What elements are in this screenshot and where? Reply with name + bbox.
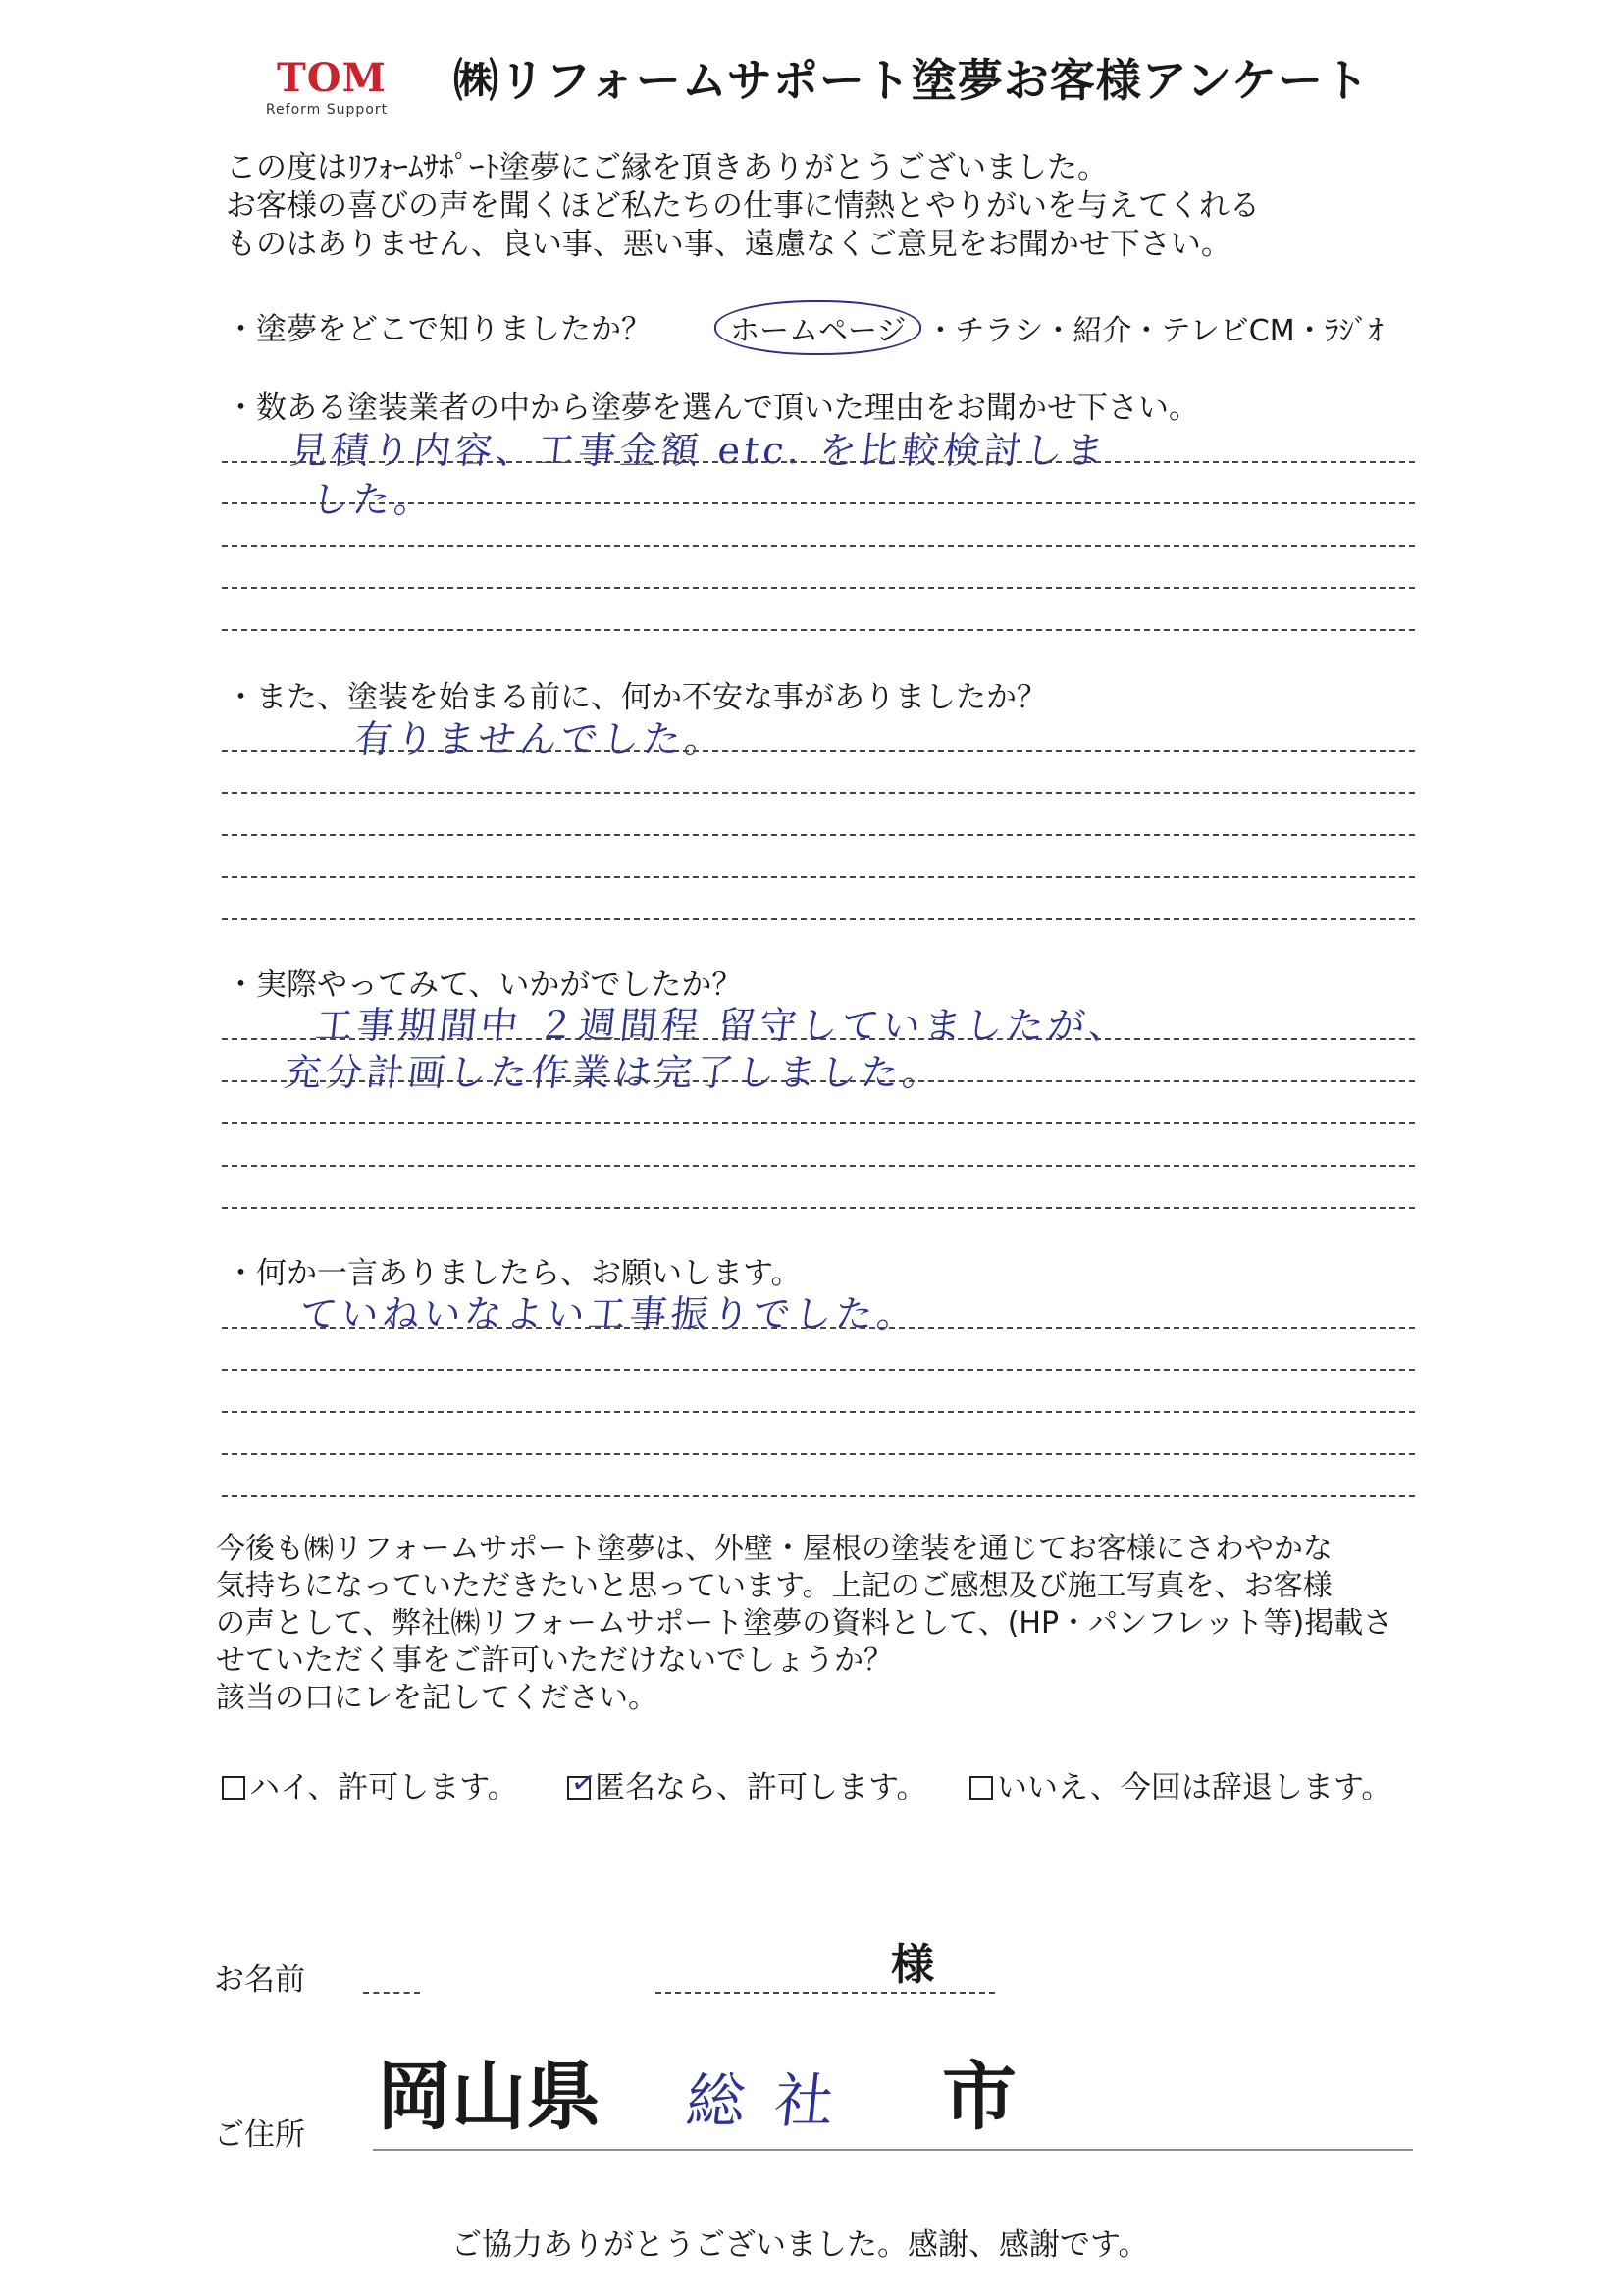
checkbox-yes[interactable] bbox=[222, 1776, 245, 1800]
answer-line bbox=[222, 1453, 1415, 1455]
answer-concerns-line-1: 有りませんでした。 bbox=[352, 717, 728, 760]
answer-line bbox=[222, 750, 1415, 752]
permission-option-decline[interactable] bbox=[969, 1762, 1391, 1806]
permission-line: 該当の口にレを記してください。 bbox=[216, 1681, 657, 1715]
intro-line: お客様の喜びの声を聞くほど私たちの仕事に情熱とやりがいを与えてくれる bbox=[226, 188, 1260, 224]
answer-line bbox=[222, 1122, 1415, 1124]
address-label: ご住所 bbox=[214, 2117, 305, 2153]
intro-line: ものはありません、良い事、悪い事、遠慮なくご意見をお聞かせ下さい。 bbox=[226, 227, 1231, 262]
permission-line: せていただく事をご許可いただけないでしょうか？ bbox=[216, 1644, 893, 1678]
company-logo: TOM bbox=[277, 55, 387, 101]
answer-line bbox=[222, 792, 1415, 794]
answer-line bbox=[222, 1327, 1415, 1329]
answer-line bbox=[222, 1495, 1415, 1497]
answer-experience-line-2: 充分計画した作業は完了しました。 bbox=[282, 1051, 946, 1094]
question-comment: ・何か一言ありましたら、お願いします。 bbox=[226, 1256, 802, 1291]
check-mark-icon: ✓ bbox=[568, 1764, 599, 1802]
source-options bbox=[714, 300, 1384, 355]
answer-experience-line-1: 工事期間中 ２週間程 留守していましたが、 bbox=[313, 1004, 1133, 1047]
question-source: ・塗夢をどこで知りましたか？ bbox=[226, 312, 652, 347]
intro-text bbox=[226, 149, 1260, 264]
answer-line bbox=[222, 502, 1415, 504]
page-title: ㈱リフォームサポート塗夢お客様アンケート bbox=[453, 54, 1371, 107]
permission-option-yes[interactable] bbox=[222, 1762, 518, 1806]
answer-line bbox=[222, 1038, 1415, 1040]
answer-line bbox=[222, 918, 1415, 920]
answer-line bbox=[222, 461, 1415, 463]
question-concerns: ・また、塗装を始まる前に、何か不安な事がありましたか？ bbox=[226, 680, 1047, 715]
address-line bbox=[373, 2149, 1413, 2151]
option-homepage-selected[interactable]: ホームページ bbox=[714, 300, 921, 355]
option-label: いいえ、今回は辞退します。 bbox=[997, 1770, 1392, 1805]
question-reason: ・数ある塗装業者の中から塗夢を選んで頂いた理由をお聞かせ下さい。 bbox=[226, 391, 1199, 426]
name-line bbox=[655, 1992, 995, 1994]
answer-line bbox=[222, 1207, 1415, 1209]
name-line-short bbox=[363, 1992, 420, 1994]
permission-option-anonymous[interactable] bbox=[567, 1762, 927, 1806]
answer-line bbox=[222, 587, 1415, 589]
permission-line: の声として、弊社㈱リフォームサポート塗夢の資料として、(HP・パンフレット等)掲載さ bbox=[216, 1606, 1393, 1641]
company-logo-subtitle: Reform Support bbox=[265, 102, 389, 118]
question-experience: ・実際やってみて、いかがでしたか？ bbox=[226, 967, 743, 1003]
answer-line bbox=[222, 629, 1415, 631]
address-prefecture: 岡山県 bbox=[377, 2053, 601, 2140]
answer-line bbox=[222, 545, 1415, 547]
address-city-handwritten: 総社 bbox=[682, 2067, 867, 2136]
footer-thanks: ご協力ありがとうございました。感謝、感謝です。 bbox=[451, 2227, 1149, 2263]
name-label: お名前 bbox=[214, 1962, 305, 1998]
option-label: ハイ、許可します。 bbox=[249, 1770, 518, 1805]
other-source-options: ・チラシ・紹介・テレビCM・ﾗｼﾞｵ bbox=[925, 314, 1384, 348]
answer-line bbox=[222, 1411, 1415, 1413]
answer-line bbox=[222, 834, 1415, 836]
address-city-suffix: 市 bbox=[942, 2053, 1017, 2140]
answer-reason-line-2: した。 bbox=[309, 478, 438, 521]
permission-line: 今後も㈱リフォームサポート塗夢は、外壁・屋根の塗装を通じてお客様にさわやかな bbox=[216, 1532, 1333, 1566]
name-honorific: 様 bbox=[891, 1940, 934, 1990]
answer-line bbox=[222, 1369, 1415, 1371]
checkbox-anonymous-checked[interactable] bbox=[567, 1764, 599, 1802]
permission-line: 気持ちになっていただきたいと思っています。上記のご感想及び施工写真を、お客様 bbox=[216, 1569, 1333, 1603]
checkbox-decline[interactable] bbox=[969, 1776, 993, 1800]
answer-line bbox=[222, 1165, 1415, 1167]
intro-line: この度はﾘﾌｫｰﾑｻﾎﾟｰﾄ塗夢にご縁を頂きありがとうございました。 bbox=[226, 150, 1108, 185]
answer-reason-line-1: 見積り内容、工事金額 etc. を比較検討しま bbox=[288, 429, 1111, 472]
answer-line bbox=[222, 1080, 1415, 1082]
answer-comment-line-1: ていねいなよい工事振りでした。 bbox=[297, 1292, 920, 1335]
permission-text bbox=[216, 1531, 1392, 1717]
answer-line bbox=[222, 876, 1415, 878]
option-label: 匿名なら、許可します。 bbox=[595, 1770, 927, 1805]
